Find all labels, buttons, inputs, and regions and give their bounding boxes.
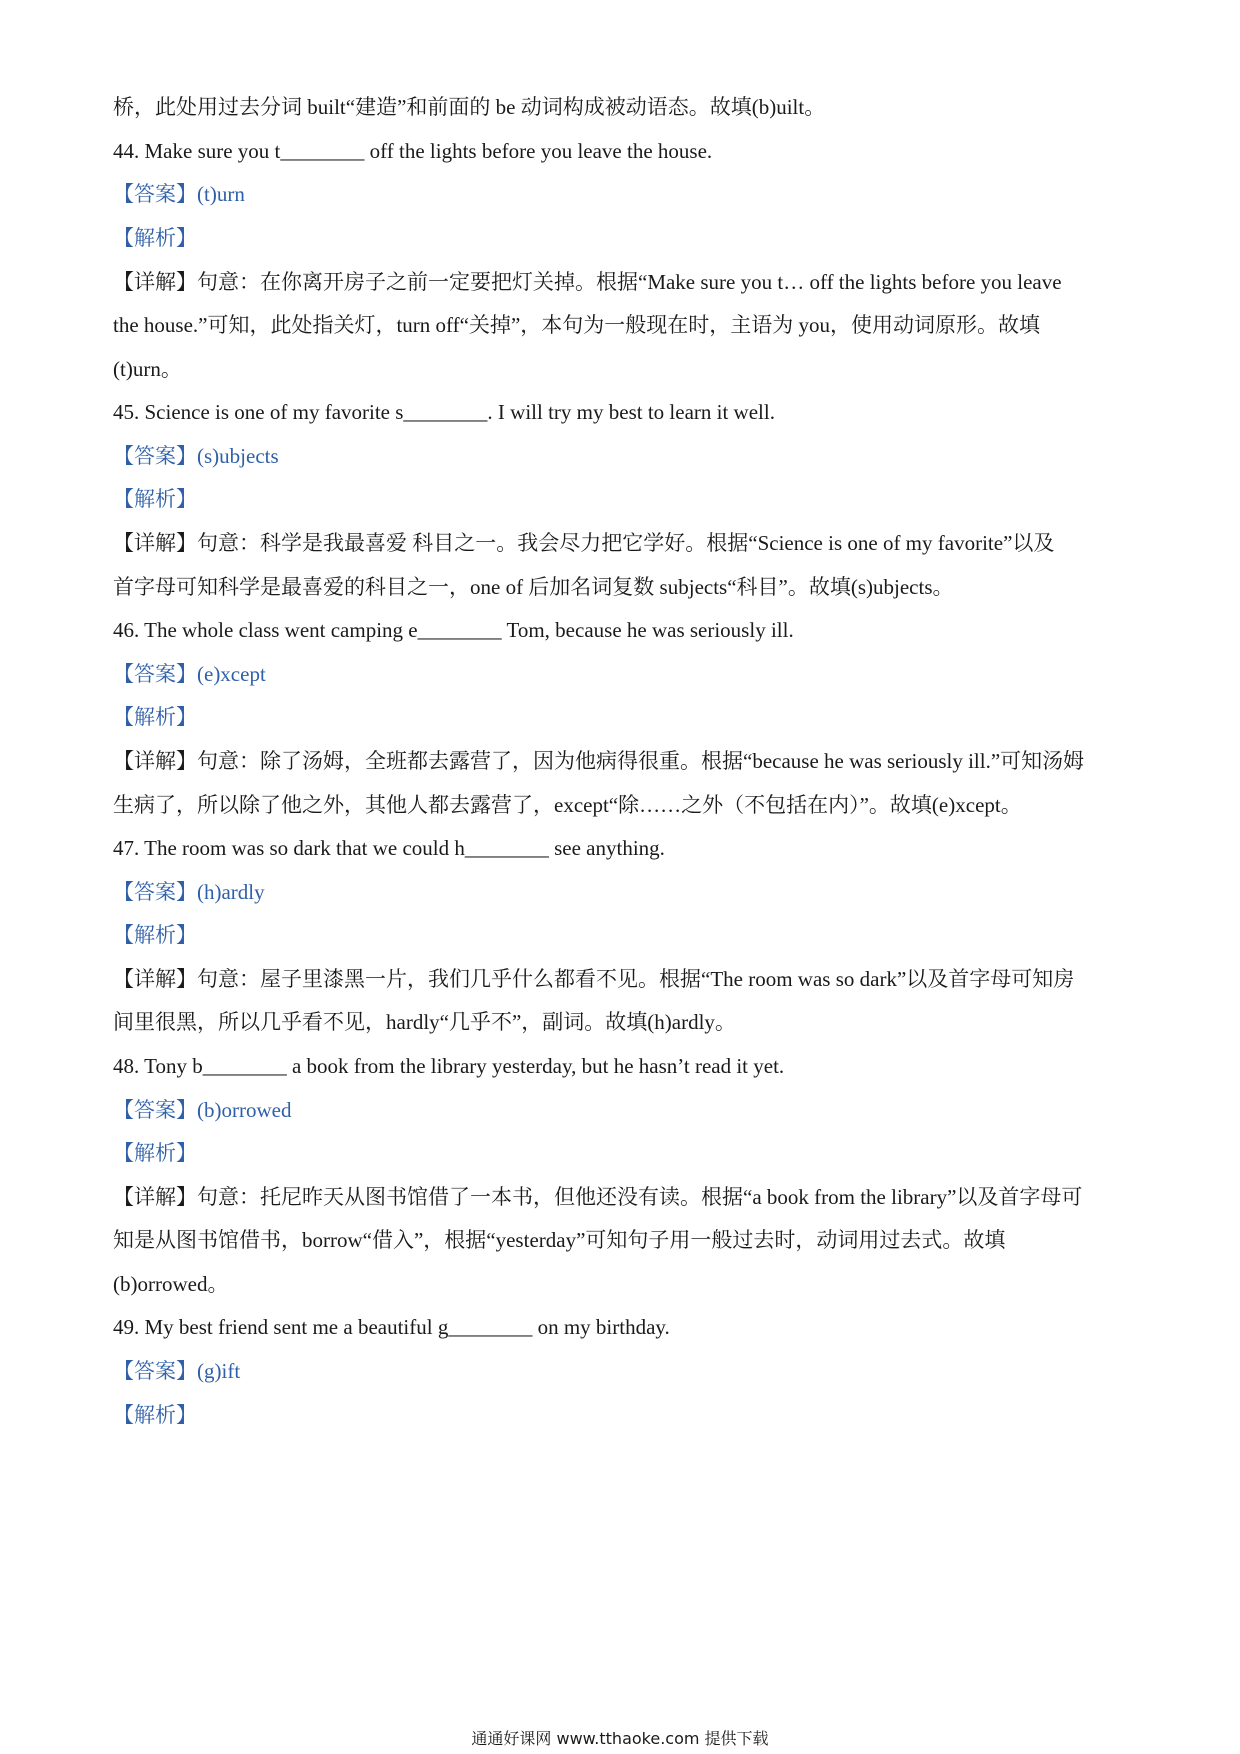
text-line: (b)orrowed。 <box>113 1272 229 1296</box>
analysis-label: 【解析】 <box>113 226 197 250</box>
question-47: 47. The room was so dark that we could h________ see anything. <box>113 836 665 860</box>
text-line: 间里很黑，所以几乎看不见，hardly“几乎不”，副词。故填(h)ardly。 <box>113 1010 736 1034</box>
page-footer: 通通好课网 www.tthaoke.com 提供下载 <box>471 1729 769 1748</box>
answer-45: 【答案】(s)ubjects <box>113 444 279 468</box>
explanation-44: 【详解】句意：在你离开房子之前一定要把灯关掉。根据“Make sure you t… off the lights before you leave <box>113 270 1062 294</box>
answer-44: 【答案】(t)urn <box>113 182 245 206</box>
question-49: 49. My best friend sent me a beautiful g________ on my birthday. <box>113 1315 670 1339</box>
analysis-label: 【解析】 <box>113 923 197 947</box>
question-44: 44. Make sure you t________ off the lights before you leave the house. <box>113 139 713 163</box>
answer-48: 【答案】(b)orrowed <box>113 1098 292 1122</box>
text-line: 首字母可知科学是最喜爱的科目之一，one of 后加名词复数 subjects“科目”。故填(s)ubjects。 <box>113 575 954 599</box>
text-line: the house.”可知，此处指关灯，turn off“关掉”，本句为一般现在时，主语为 you，使用动词原形。故填 <box>113 313 1041 337</box>
question-48: 48. Tony b________ a book from the library yesterday, but he hasn’t read it yet. <box>113 1054 785 1078</box>
text-line: 桥，此处用过去分词 built“建造”和前面的 be 动词构成被动语态。故填(b)uilt。 <box>113 95 826 119</box>
text-line: 生病了，所以除了他之外，其他人都去露营了，except“除……之外（不包括在内）”。故填(e)xcept。 <box>113 793 1022 817</box>
answer-46: 【答案】(e)xcept <box>113 662 266 686</box>
explanation-46: 【详解】句意：除了汤姆，全班都去露营了，因为他病得很重。根据“because he was seriously ill.”可知汤姆 <box>113 749 1085 773</box>
analysis-label: 【解析】 <box>113 487 197 511</box>
question-46: 46. The whole class went camping e________ Tom, because he was seriously ill. <box>113 618 794 642</box>
explanation-47: 【详解】句意：屋子里漆黑一片，我们几乎什么都看不见。根据“The room was so dark”以及首字母可知房 <box>113 967 1075 991</box>
text-line: 知是从图书馆借书，borrow“借入”，根据“yesterday”可知句子用一般过去时，动词用过去式。故填 <box>113 1228 1006 1252</box>
text-line: (t)urn。 <box>113 357 182 381</box>
question-45: 45. Science is one of my favorite s________. I will try my best to learn it well. <box>113 400 775 424</box>
analysis-label: 【解析】 <box>113 1141 197 1165</box>
answer-47: 【答案】(h)ardly <box>113 880 265 904</box>
answer-49: 【答案】(g)ift <box>113 1359 241 1383</box>
analysis-label: 【解析】 <box>113 1403 197 1427</box>
explanation-48: 【详解】句意：托尼昨天从图书馆借了一本书，但他还没有读。根据“a book from the library”以及首字母可 <box>113 1185 1083 1209</box>
explanation-45: 【详解】句意：科学是我最喜爱 科目之一。我会尽力把它学好。根据“Science is one of my favorite”以及 <box>113 531 1055 555</box>
analysis-label: 【解析】 <box>113 705 197 729</box>
